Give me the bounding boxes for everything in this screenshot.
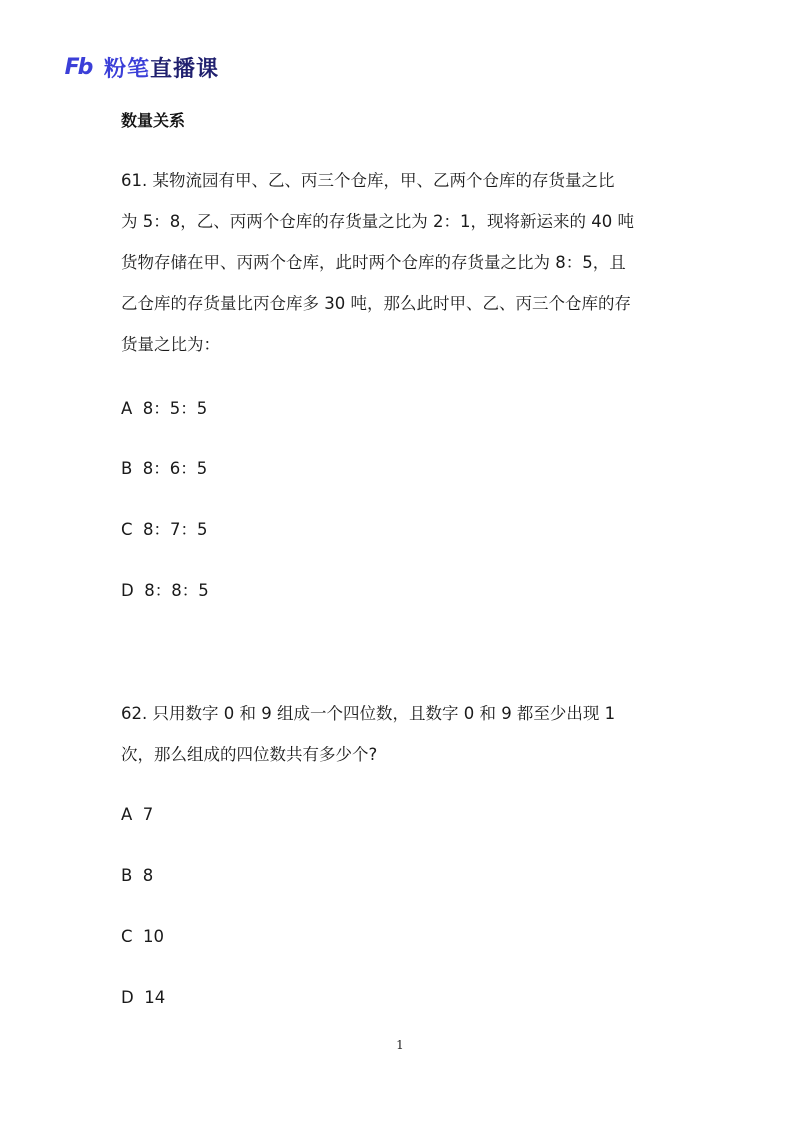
question-line: 为 5：8，乙、丙两个仓库的存货量之比为 2：1，现将新运来的 40 吨 xyxy=(121,212,634,231)
question-line: 62. 只用数字 0 和 9 组成一个四位数，且数字 0 和 9 都至少出现 1 xyxy=(121,704,616,723)
brand-rest: 直播课 xyxy=(150,57,220,82)
brand-accent: 粉笔 xyxy=(104,57,151,82)
question-61-option-b: B 8：6：5 xyxy=(121,459,208,478)
question-62-stem xyxy=(121,693,691,775)
question-61-option-c: C 8：7：5 xyxy=(121,520,208,539)
question-61-option-a: A 8：5：5 xyxy=(121,399,208,418)
question-62-option-c: C 10 xyxy=(121,927,165,946)
question-line: 61. 某物流园有甲、乙、丙三个仓库，甲、乙两个仓库的存货量之比 xyxy=(121,171,615,190)
question-line: 乙仓库的存货量比丙仓库多 30 吨，那么此时甲、乙、丙三个仓库的存 xyxy=(121,294,631,313)
question-line: 货物存储在甲、丙两个仓库，此时两个仓库的存货量之比为 8：5，且 xyxy=(121,253,626,272)
question-62-option-d: D 14 xyxy=(121,988,166,1007)
header-logo xyxy=(58,52,219,83)
section-title: 数量关系 xyxy=(121,111,186,130)
question-line: 次，那么组成的四位数共有多少个? xyxy=(121,745,378,764)
brand-name xyxy=(104,52,219,83)
fenbi-logo-icon: Fb xyxy=(64,55,92,80)
question-61-option-d: D 8：8：5 xyxy=(121,581,209,600)
question-61-stem xyxy=(121,160,691,365)
question-line: 货量之比为： xyxy=(121,335,220,354)
question-62-option-a: A 7 xyxy=(121,805,154,824)
question-62-option-b: B 8 xyxy=(121,866,154,885)
page-number: 1 xyxy=(396,1038,404,1052)
